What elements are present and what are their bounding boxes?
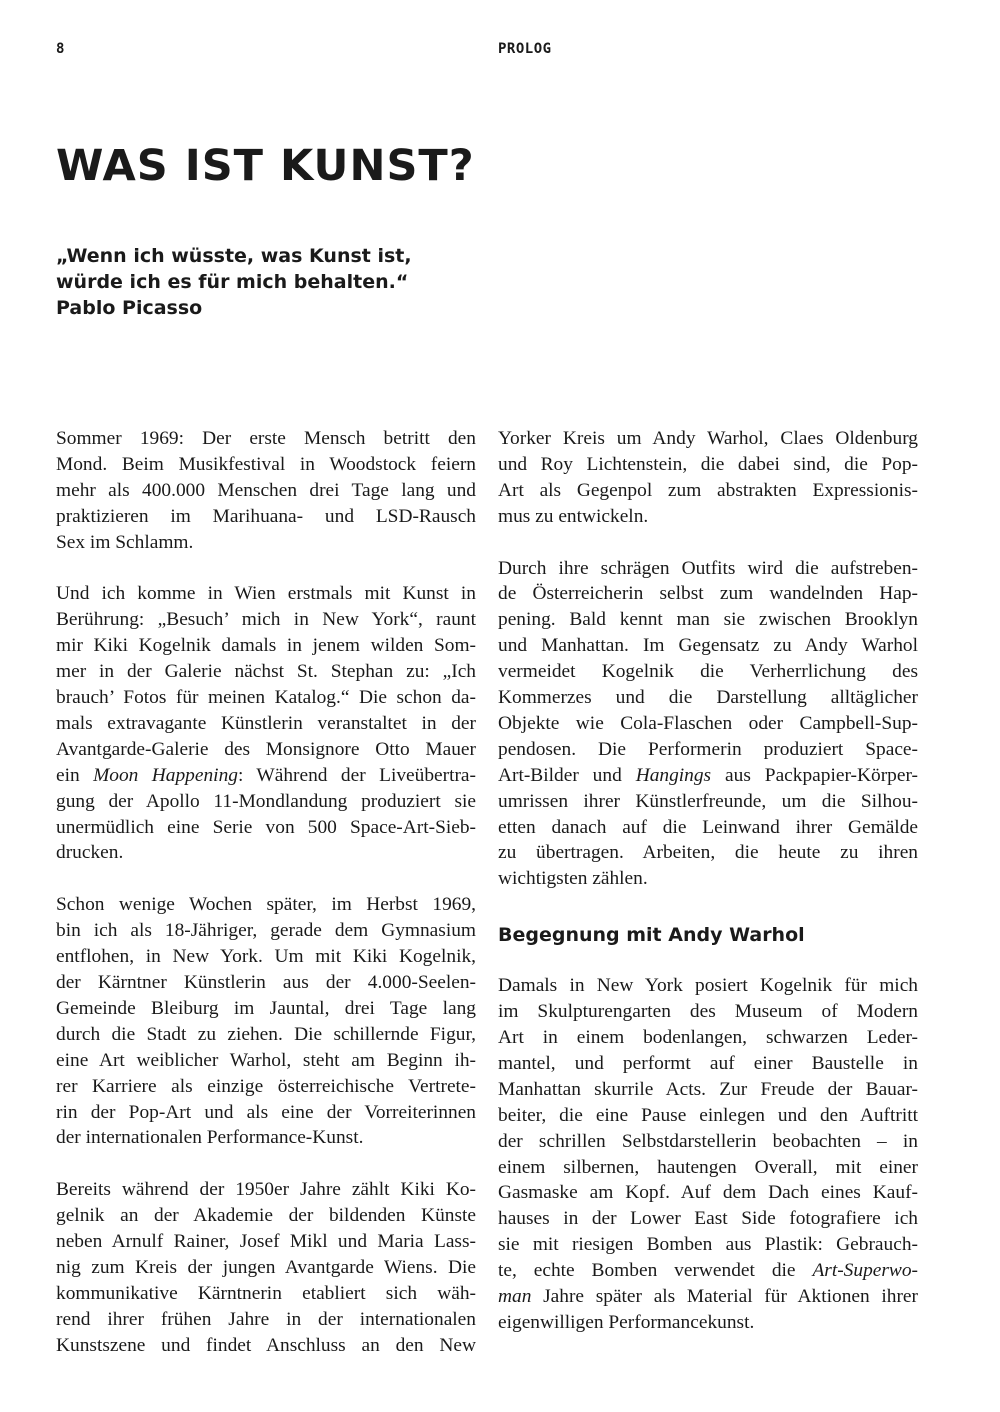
text-line: Sommer 1969: Der erste Mensch betritt den <box>56 428 476 449</box>
text-line: Kommerzes und die Darstellung alltäglicher <box>498 687 918 709</box>
text-line: Und ich komme in Wien erstmals mit Kunst in <box>56 583 476 605</box>
text-line: Avantgarde-Galerie des Monsignore Otto Mauer <box>56 738 476 760</box>
text-line: de Österreicherin selbst zum wandelnden Hap- <box>498 583 918 605</box>
text-line: wichtigsten zählen. <box>498 868 648 890</box>
text-line: der Kärntner Künstlerin aus der 4.000-Seelen- <box>56 972 476 993</box>
text-run: aus Packpapier-Körper- <box>711 764 918 786</box>
paragraph <box>498 556 918 893</box>
text-line: Gasmaske am Kopf. Auf dem Dach eines Kauf- <box>498 1182 918 1204</box>
text-line: nig zum Kreis der jungen Avantgarde Wiens. Die <box>56 1256 476 1278</box>
text-line: Berührung: „Besuch’ mich in New York“, raunt <box>56 609 476 631</box>
text-line <box>498 1284 918 1310</box>
text-line: der schrillen Selbstdarstellerin beobachten – in <box>498 1130 918 1152</box>
text-line: und Roy Lichtenstein, die dabei sind, die Pop- <box>498 453 918 475</box>
text-line: Damals in New York posiert Kogelnik für mich <box>498 975 918 997</box>
text-line: rer Karriere als einzige österreichische Vertrete- <box>56 1075 476 1097</box>
text-line: Art in einem bodenlangen, schwarzen Leder- <box>498 1027 918 1048</box>
text-line <box>498 763 918 789</box>
epigraph-line: würde ich es für mich behalten.“ <box>56 271 409 293</box>
text-line: gung der Apollo 11-Mondlandung produziert sie <box>56 790 476 812</box>
text-line: brauch’ Fotos für meinen Katalog.“ Die schon da- <box>56 687 476 709</box>
text-line: durch die Stadt zu ziehen. Die schillernde Figur, <box>56 1023 476 1045</box>
text-line: Yorker Kreis um Andy Warhol, Claes Oldenburg <box>498 428 918 449</box>
text-column-left <box>56 426 476 1384</box>
text-line: beiter, die eine Pause einlegen und den Auftritt <box>498 1104 918 1126</box>
text-line: rend ihrer frühen Jahre in der internationalen <box>56 1308 476 1330</box>
italic-title: Hangings <box>635 764 712 786</box>
text-run: ein <box>56 764 94 786</box>
text-line: Mond. Beim Musikfestival in Woodstock feiern <box>56 453 476 475</box>
text-line: mir Kiki Kogelnik damals in jenem wilden Som- <box>56 635 476 657</box>
text-line: mals extravagante Künstlerin veranstaltet in der <box>56 712 476 734</box>
epigraph-quote <box>56 243 496 321</box>
text-line: im Skulpturengarten des Museum of Modern <box>498 1001 918 1023</box>
text-line: gelnik an der Akademie der bildenden Künste <box>56 1205 476 1227</box>
text-line: Gemeinde Bleiburg im Jauntal, drei Tage lang <box>56 997 476 1019</box>
text-line: pening. Bald kennt man sie zwischen Brooklyn <box>498 609 918 631</box>
text-line: mantel, und performt auf einer Baustelle in <box>498 1052 918 1074</box>
text-line: vermeidet Kogelnik die Verherrlichung des <box>498 661 918 683</box>
text-line: mer in der Galerie nächst St. Stephan zu: „Ich <box>56 661 476 683</box>
text-run: : Während der Liveübertra- <box>237 764 476 786</box>
text-line: mus zu entwickeln. <box>498 505 649 527</box>
text-run: te, echte Bomben verwendet die <box>498 1260 813 1282</box>
text-line: Objekte wie Cola-Flaschen oder Campbell-Sup- <box>498 712 918 734</box>
text-line: rin der Pop-Art und als eine der Vorreiterinnen <box>56 1101 476 1123</box>
text-line: und Manhattan. Im Gegensatz zu Andy Warhol <box>498 635 918 657</box>
text-line: Sex im Schlamm. <box>56 531 194 553</box>
text-line: Kunstszene und findet Anschluss an den New <box>56 1334 476 1356</box>
text-line: etten danach auf die Leinwand ihrer Gemälde <box>498 816 918 838</box>
paragraph <box>56 892 476 1151</box>
text-line: eine Art weiblicher Warhol, steht am Beginn ih- <box>56 1049 476 1071</box>
paragraph <box>498 426 918 530</box>
paragraph <box>56 581 476 866</box>
text-run: Art-Bilder und <box>498 764 636 786</box>
paragraph <box>56 1177 476 1358</box>
text-line: praktizieren im Marihuana- und LSD-Rausch <box>56 505 476 527</box>
text-line: Bereits während der 1950er Jahre zählt Kiki Ko- <box>56 1179 476 1201</box>
section-subheading: Begegnung mit Andy Warhol <box>498 924 805 947</box>
italic-title: Art-Superwo- <box>812 1260 918 1282</box>
text-line: zu übertragen. Arbeiten, die heute zu ihren <box>498 842 918 864</box>
section-label: PROLOG <box>498 41 552 57</box>
text-line: umrissen ihrer Künstlerfreunde, um die Silhou- <box>498 790 918 812</box>
text-line: entflohen, in New York. Um mit Kiki Kogelnik, <box>56 946 476 968</box>
text-line: pendosen. Die Performerin produziert Space- <box>498 738 918 760</box>
italic-title: man <box>498 1286 532 1308</box>
paragraph <box>56 426 476 556</box>
text-line: neben Arnulf Rainer, Josef Mikl und Maria Lass- <box>56 1231 476 1253</box>
text-line: einem silbernen, hautengen Overall, mit einer <box>498 1156 918 1178</box>
epigraph-author: Pablo Picasso <box>56 297 203 319</box>
text-line: mehr als 400.000 Menschen drei Tage lang und <box>56 479 476 501</box>
text-line: Schon wenige Wochen später, im Herbst 1969, <box>56 894 476 916</box>
text-line: eigenwilligen Performancekunst. <box>498 1311 755 1333</box>
page-number: 8 <box>56 41 65 57</box>
text-line: sie mit riesigen Bomben aus Plastik: Gebrauch- <box>498 1234 918 1256</box>
text-line: der internationalen Performance-Kunst. <box>56 1127 364 1149</box>
italic-title: Moon Happening <box>93 764 238 786</box>
text-line: Manhattan skurrile Acts. Zur Freude der Bauar- <box>498 1078 918 1100</box>
text-line: Durch ihre schrägen Outfits wird die aufstreben- <box>498 557 918 579</box>
text-run: Jahre später als Material für Aktionen ihrer <box>531 1286 918 1308</box>
text-line: kommunikative Kärntnerin etabliert sich wäh- <box>56 1282 476 1304</box>
text-line: unermüdlich eine Serie von 500 Space-Art-Sieb- <box>56 816 476 838</box>
text-line: drucken. <box>56 842 124 864</box>
text-line: hauses in der Lower East Side fotografiere ich <box>498 1208 918 1230</box>
epigraph-line: „Wenn ich wüsste, was Kunst ist, <box>56 245 412 267</box>
text-line <box>498 1258 918 1284</box>
text-line: bin ich als 18-Jähriger, gerade dem Gymnasium <box>56 920 476 942</box>
paragraph <box>498 973 918 1336</box>
text-line <box>56 763 476 789</box>
chapter-title: WAS IST KUNST? <box>56 141 475 191</box>
text-column-right <box>498 426 918 1362</box>
text-line: Art als Gegenpol zum abstrakten Expressionis- <box>498 479 918 501</box>
